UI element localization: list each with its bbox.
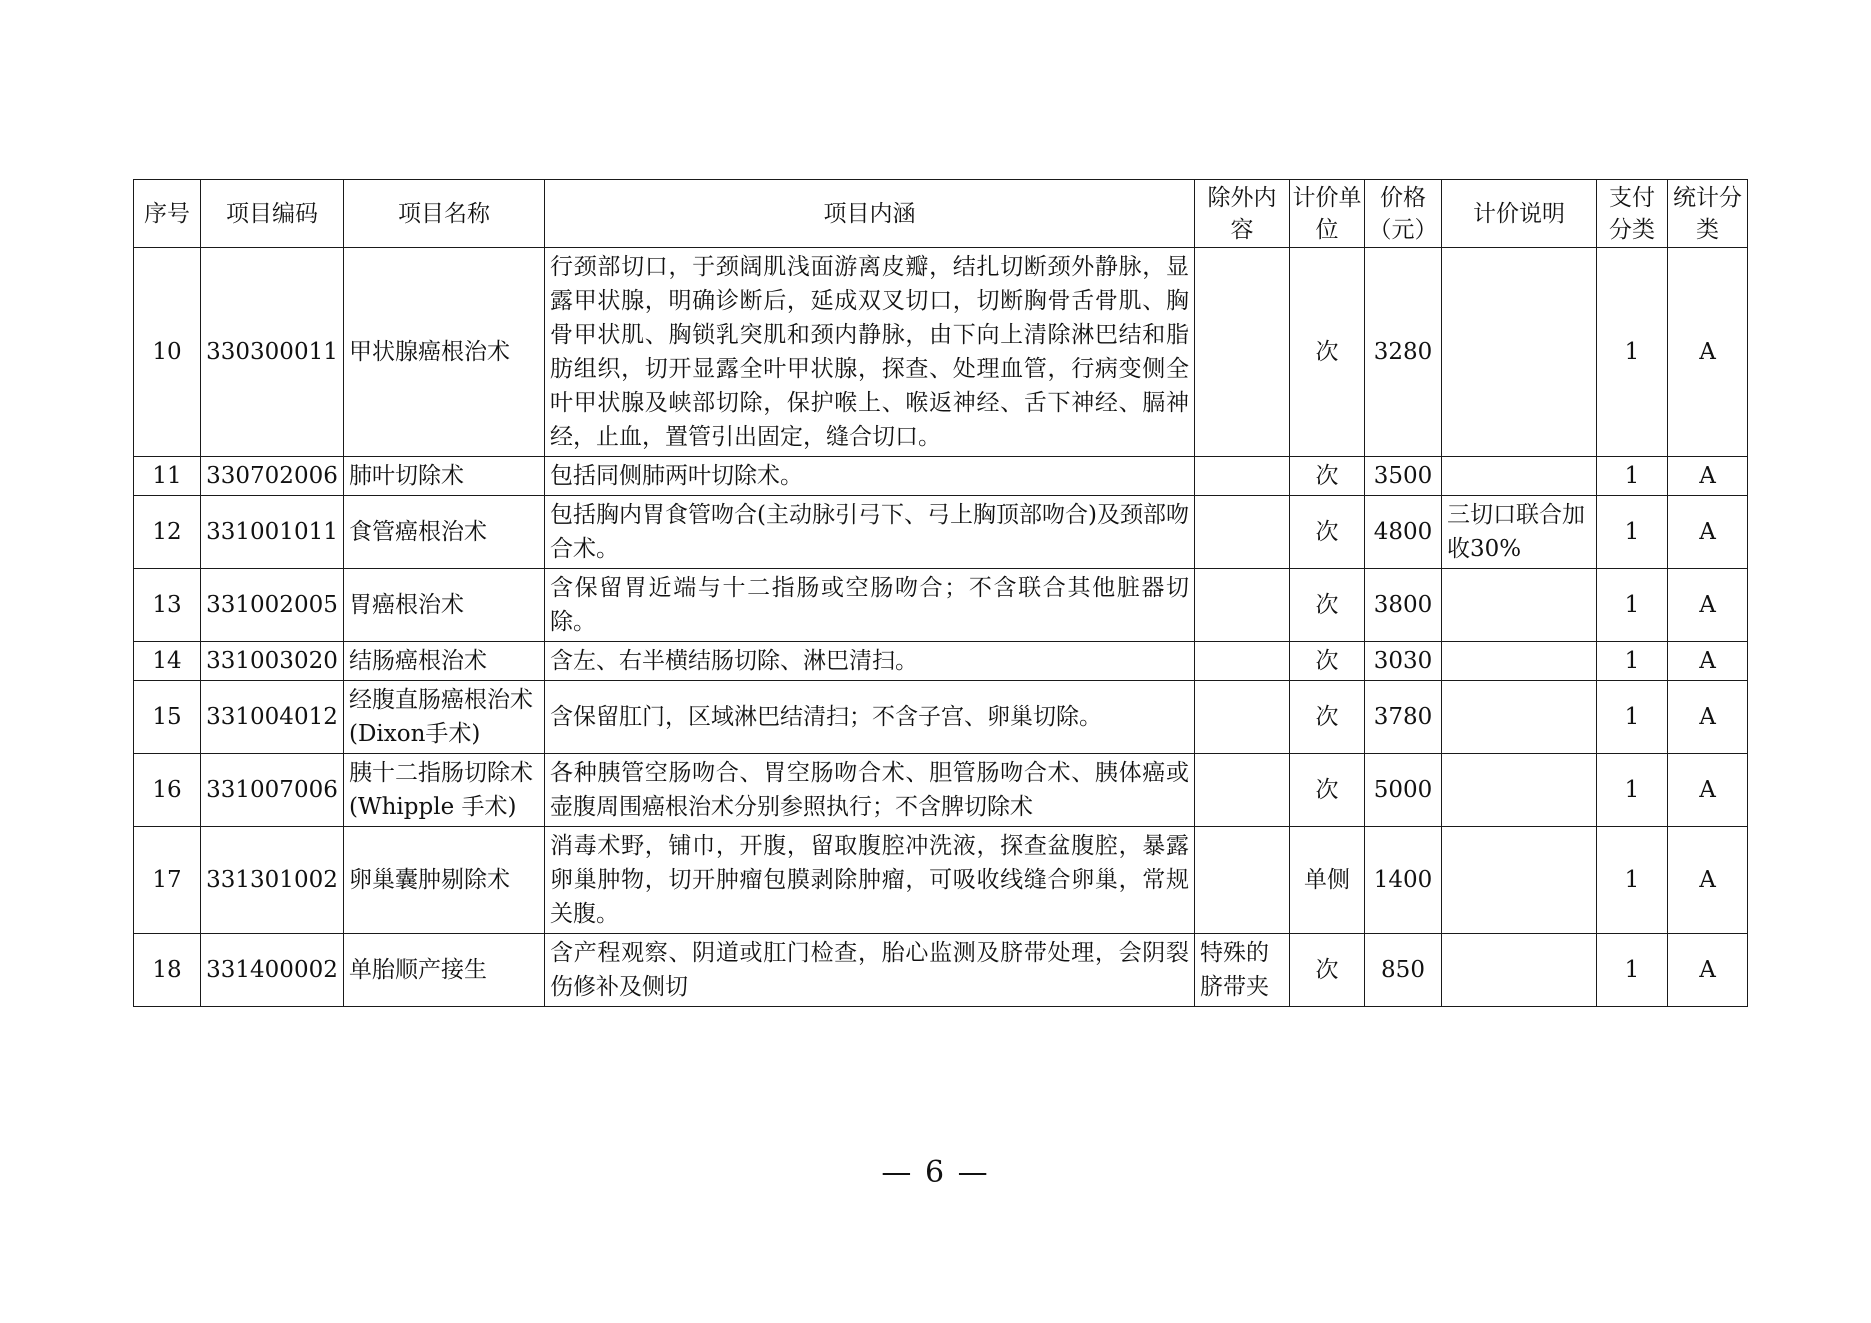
cell-price: 5000 [1365,754,1442,827]
cell-code: 331002005 [201,569,344,642]
cell-stat-category: A [1668,934,1748,1007]
pricing-table [133,179,1748,1007]
header-code: 项目编码 [201,180,344,248]
cell-price: 850 [1365,934,1442,1007]
cell-unit: 次 [1290,248,1365,457]
cell-payment-category: 1 [1597,642,1668,681]
cell-seq: 15 [134,681,201,754]
cell-stat-category: A [1668,827,1748,934]
table-row [134,827,1748,934]
cell-unit: 单侧 [1290,827,1365,934]
cell-unit: 次 [1290,754,1365,827]
cell-name: 食管癌根治术 [344,496,545,569]
cell-content: 含保留胃近端与十二指肠或空肠吻合；不含联合其他脏器切除。 [545,569,1195,642]
cell-pricing-note: 三切口联合加收30% [1442,496,1597,569]
cell-code: 331007006 [201,754,344,827]
cell-unit: 次 [1290,642,1365,681]
cell-payment-category: 1 [1597,754,1668,827]
page-number: — 6 — [881,1155,990,1190]
cell-name: 单胎顺产接生 [344,934,545,1007]
header-exclusion: 除外内容 [1195,180,1290,248]
cell-code: 331004012 [201,681,344,754]
cell-content: 含产程观察、阴道或肛门检查，胎心监测及脐带处理，会阴裂伤修补及侧切 [545,934,1195,1007]
header-price: 价格（元） [1365,180,1442,248]
cell-payment-category: 1 [1597,248,1668,457]
table-row [134,754,1748,827]
table-header [134,180,1748,248]
cell-stat-category: A [1668,681,1748,754]
cell-seq: 13 [134,569,201,642]
table-row [134,569,1748,642]
cell-content: 包括胸内胃食管吻合(主动脉引弓下、弓上胸顶部吻合)及颈部吻合术。 [545,496,1195,569]
cell-stat-category: A [1668,457,1748,496]
table-row [134,681,1748,754]
header-content: 项目内涵 [545,180,1195,248]
cell-stat-category: A [1668,754,1748,827]
cell-stat-category: A [1668,496,1748,569]
cell-seq: 14 [134,642,201,681]
cell-unit: 次 [1290,934,1365,1007]
cell-name: 卵巢囊肿剔除术 [344,827,545,934]
cell-stat-category: A [1668,569,1748,642]
header-stat-category: 统计分类 [1668,180,1748,248]
cell-unit: 次 [1290,681,1365,754]
cell-unit: 次 [1290,496,1365,569]
cell-price: 1400 [1365,827,1442,934]
cell-content: 消毒术野，铺巾，开腹，留取腹腔冲洗液，探查盆腹腔，暴露卵巢肿物，切开肿瘤包膜剥除肿瘤，可吸收线缝合卵巢，常规关腹。 [545,827,1195,934]
cell-content: 行颈部切口，于颈阔肌浅面游离皮瓣，结扎切断颈外静脉，显露甲状腺，明确诊断后，延成双叉切口，切断胸骨舌骨肌、胸骨甲状肌、胸锁乳突肌和颈内静脉，由下向上清除淋巴结和脂肪组织，切开显露全叶甲状腺，探查、处理血管，行病变侧全叶甲状腺及峡部切除，保护喉上、喉返神经、舌下神经、膈神经，止血，置管引出固定，缝合切口。 [545,248,1195,457]
cell-seq: 11 [134,457,201,496]
cell-seq: 17 [134,827,201,934]
cell-code: 331400002 [201,934,344,1007]
table-body [134,248,1748,1007]
cell-price: 3780 [1365,681,1442,754]
cell-pricing-note [1442,681,1597,754]
cell-code: 330300011 [201,248,344,457]
cell-seq: 18 [134,934,201,1007]
header-name: 项目名称 [344,180,545,248]
header-payment-category: 支付分类 [1597,180,1668,248]
cell-unit: 次 [1290,569,1365,642]
cell-payment-category: 1 [1597,934,1668,1007]
cell-content: 含保留肛门，区域淋巴结清扫；不含子宫、卵巢切除。 [545,681,1195,754]
cell-content: 含左、右半横结肠切除、淋巴清扫。 [545,642,1195,681]
header-pricing-note: 计价说明 [1442,180,1597,248]
cell-exclusion: 特殊的脐带夹 [1195,934,1290,1007]
cell-exclusion [1195,681,1290,754]
cell-content: 包括同侧肺两叶切除术。 [545,457,1195,496]
cell-pricing-note [1442,248,1597,457]
cell-exclusion [1195,754,1290,827]
cell-name: 甲状腺癌根治术 [344,248,545,457]
table-row [134,457,1748,496]
table-row [134,934,1748,1007]
cell-unit: 次 [1290,457,1365,496]
cell-pricing-note [1442,827,1597,934]
cell-seq: 12 [134,496,201,569]
cell-code: 331003020 [201,642,344,681]
cell-price: 3280 [1365,248,1442,457]
cell-exclusion [1195,496,1290,569]
cell-pricing-note [1442,934,1597,1007]
cell-name: 胃癌根治术 [344,569,545,642]
cell-name: 肺叶切除术 [344,457,545,496]
table-row [134,642,1748,681]
table-row [134,496,1748,569]
cell-seq: 16 [134,754,201,827]
header-unit: 计价单位 [1290,180,1365,248]
cell-price: 3800 [1365,569,1442,642]
cell-stat-category: A [1668,248,1748,457]
cell-payment-category: 1 [1597,457,1668,496]
cell-pricing-note [1442,754,1597,827]
cell-stat-category: A [1668,642,1748,681]
cell-pricing-note [1442,642,1597,681]
cell-code: 331301002 [201,827,344,934]
cell-payment-category: 1 [1597,681,1668,754]
cell-name: 经腹直肠癌根治术(Dixon手术) [344,681,545,754]
cell-pricing-note [1442,457,1597,496]
cell-content: 各种胰管空肠吻合、胃空肠吻合术、胆管肠吻合术、胰体癌或壶腹周围癌根治术分别参照执行；不含脾切除术 [545,754,1195,827]
cell-code: 331001011 [201,496,344,569]
cell-exclusion [1195,827,1290,934]
cell-exclusion [1195,248,1290,457]
cell-exclusion [1195,569,1290,642]
cell-price: 3500 [1365,457,1442,496]
cell-payment-category: 1 [1597,496,1668,569]
cell-pricing-note [1442,569,1597,642]
cell-name: 结肠癌根治术 [344,642,545,681]
cell-price: 4800 [1365,496,1442,569]
header-seq: 序号 [134,180,201,248]
cell-price: 3030 [1365,642,1442,681]
cell-seq: 10 [134,248,201,457]
cell-code: 330702006 [201,457,344,496]
cell-exclusion [1195,642,1290,681]
table-row [134,248,1748,457]
cell-payment-category: 1 [1597,569,1668,642]
header-row [134,180,1748,248]
cell-exclusion [1195,457,1290,496]
cell-name: 胰十二指肠切除术 (Whipple 手术) [344,754,545,827]
cell-payment-category: 1 [1597,827,1668,934]
